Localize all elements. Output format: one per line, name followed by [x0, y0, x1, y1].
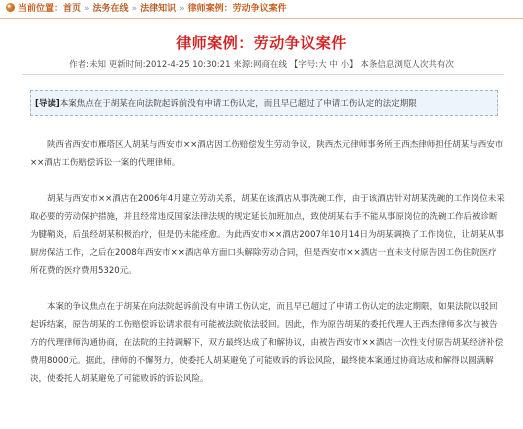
location-pin-icon — [6, 3, 15, 12]
summary-box — [30, 90, 498, 116]
summary-text: 本案焦点在于胡某在向法院起诉前没有申请工伤认定，而且早已超过了申请工伤认定的法定期限 — [59, 99, 417, 109]
breadcrumb-separator: » — [84, 4, 90, 14]
breadcrumb-lead: 当前位置： — [18, 4, 64, 14]
article-paragraph-3: 本案的争议焦点在于胡某在向法院起诉前没有申请工伤认定，而且早已超过了申请工伤认定的法定期限，如果法院以驳回起诉结案，原告胡某的工伤赔偿诉讼请求很有可能被法院依法驳回。因此，作为原告胡某的委托代理人王西杰律师多次与被告方的代理律师沟通协商，在法院的主持调解下，双方最终达成了和解协议，由被告西安市××酒店一次性支付原告胡某经济补偿费用8000元。据此，律师的不懈努力，使委托人胡某避免了可能败诉的诉讼风险，最终使本案通过协商达成和解得以圆满解决，使委托人胡某避免了可能败诉的诉讼风险。 — [30, 302, 504, 384]
breadcrumb-link-legal-online[interactable]: 法务在线 — [92, 4, 129, 14]
breadcrumb — [0, 0, 523, 19]
meta-author: 作者:未知 — [69, 60, 107, 70]
meta-updated: 更新时间:2012-4-25 10:30:21 — [108, 60, 231, 70]
article-title: 律师案例：劳动争议案件 — [176, 34, 347, 52]
article-paragraph-2: 胡某与西安市××酒店在2006年4月建立劳动关系，胡某在该酒店从事洗碗工作，由于该酒店针对胡某洗碗的工作岗位未采取必要的劳动保护措施，并且经常违反国家法律法规的规定延长加班加点，致使胡某右手不能从事原岗位的洗碗工作后被诊断为腱鞘炎，后虽经胡某积极治疗，但是仍未能痊愈。为此西安市××酒店2007年10月14日为胡某调换了工作岗位，让胡某从事厨房保洁工作，之后在2008年西安市××酒店单方面口头解除劳动合同，但是西安市××酒店一直未支付原告因工伤住院医疗所花费的医疗费用5320元。 — [30, 194, 505, 276]
breadcrumb-separator: » — [179, 4, 185, 14]
meta-source: 来源:网商在线 — [233, 60, 288, 70]
font-size-open: 【字号: — [289, 60, 319, 70]
article-paragraph-1: 陕西省西安市雁塔区人胡某与西安市××酒店因工伤赔偿发生劳动争议，陕西杰元律师事务所王西杰律师担任胡某与西安市××酒店工伤赔偿诉讼一案的代理律师。 — [30, 140, 504, 168]
breadcrumb-link-home[interactable]: 首页 — [63, 4, 82, 14]
meta-divider — [22, 74, 504, 75]
breadcrumb-separator: » — [131, 4, 138, 14]
font-size-close: 】 — [349, 60, 358, 70]
font-size-small-link[interactable]: 小 — [340, 60, 350, 70]
article-meta — [0, 58, 523, 70]
font-size-large-link[interactable]: 大 — [318, 60, 327, 70]
summary-tag: [导读] — [35, 99, 60, 109]
breadcrumb-link-legal-knowledge[interactable]: 法律知识 — [140, 4, 177, 14]
font-size-medium-link[interactable]: 中 — [329, 60, 338, 70]
meta-views: 本条信息浏览人次共有次 — [360, 60, 454, 70]
breadcrumb-current[interactable]: 律师案例：劳动争议案件 — [187, 4, 287, 14]
